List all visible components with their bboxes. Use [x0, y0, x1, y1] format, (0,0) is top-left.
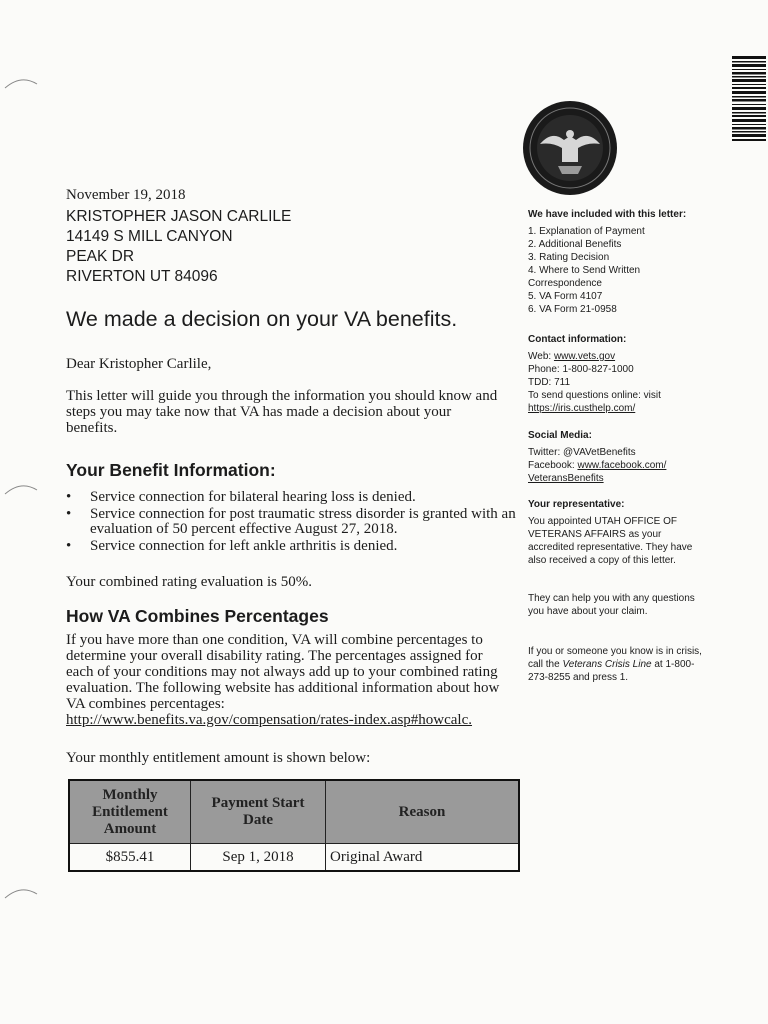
- list-item: • Service connection for left ankle arthritis is denied.: [66, 539, 526, 554]
- representative-heading: Your representative:: [528, 499, 625, 510]
- tdd-line: TDD: 711: [528, 377, 571, 388]
- table-cell: Sep 1, 2018: [191, 844, 326, 872]
- combine-paragraph: [66, 632, 506, 728]
- facebook-label: Facebook:: [528, 460, 578, 471]
- table-cell: $855.41: [69, 844, 191, 872]
- recipient-address: [66, 207, 291, 287]
- list-item: 2. Additional Benefits: [528, 239, 622, 250]
- phone-line: Phone: 1-800-827-1000: [528, 364, 634, 375]
- salutation: Dear Kristopher Carlile,: [66, 356, 212, 372]
- table-header: Reason: [326, 780, 520, 844]
- included-section: [528, 208, 708, 316]
- punch-mark: [4, 76, 38, 90]
- representative-section: [528, 498, 708, 567]
- social-heading: Social Media:: [528, 430, 592, 441]
- entitlement-table: [68, 779, 520, 872]
- crisis-pre: If you or someone you know is in crisis, call the: [528, 646, 702, 670]
- facebook-link[interactable]: www.facebook.com/ VeteransBenefits: [528, 460, 667, 484]
- list-item: • Service connection for post traumatic stress disorder is granted with an evaluation of 50 percent effective August 27, 2018.: [66, 507, 526, 537]
- crisis-post: at 1-800-273-8255 and press 1.: [528, 659, 695, 683]
- list-item: 4. Where to Send Written Correspondence: [528, 265, 641, 289]
- table-header-row: [69, 780, 519, 844]
- barcode-image: [732, 56, 766, 142]
- rates-link[interactable]: http://www.benefits.va.gov/compensation/rates-index.asp#howcalc.: [66, 712, 473, 728]
- web-link[interactable]: www.vets.gov: [553, 351, 616, 362]
- list-item: 3. Rating Decision: [528, 252, 610, 263]
- benefit-list: [66, 490, 526, 556]
- contact-section: [528, 333, 708, 415]
- table-header: Monthly Entitlement Amount: [69, 780, 191, 844]
- list-item: 5. VA Form 4107: [528, 291, 603, 302]
- representative-text: You appointed UTAH OFFICE OF VETERANS AFFAIRS as your accredited representative. They have also received a copy of this letter.: [528, 516, 693, 566]
- included-heading: We have included with this letter:: [528, 209, 687, 220]
- facebook-line: [528, 459, 708, 485]
- combined-rating: Your combined rating evaluation is 50%.: [66, 574, 312, 590]
- help-text: They can help you with any questions you have about your claim.: [528, 593, 695, 617]
- twitter-line: Twitter: @VAVetBenefits: [528, 447, 636, 458]
- table-row: [69, 844, 519, 872]
- table-cell: Original Award: [326, 844, 520, 872]
- benefit-heading: Your Benefit Information:: [66, 460, 276, 480]
- contact-heading: Contact information:: [528, 334, 627, 345]
- table-header: Payment Start Date: [191, 780, 326, 844]
- punch-mark: [4, 482, 38, 496]
- web-label: Web:: [528, 351, 554, 362]
- list-item: 1. Explanation of Payment: [528, 226, 645, 237]
- address-line: KRISTOPHER JASON CARLILE: [66, 208, 292, 225]
- combine-text: If you have more than one condition, VA will combine percentages to determine your overall disability rating. The percentages assigned for each of your conditions may not always add up to your combined rating evaluation. The following website has additional information about how VA combines percentages:: [66, 632, 500, 712]
- address-line: 14149 S MILL CANYON: [66, 228, 233, 245]
- web-line: [528, 350, 708, 363]
- punch-mark: [4, 886, 38, 900]
- crisis-text: [528, 645, 708, 684]
- intro-paragraph: This letter will guide you through the information you should know and steps you may take now that VA has made a decision about your benefits.: [66, 388, 498, 436]
- va-seal-icon: [522, 100, 618, 196]
- included-list: [528, 225, 708, 316]
- list-item: • Service connection for bilateral hearing loss is denied.: [66, 490, 526, 505]
- questions-text: To send questions online: visit: [528, 390, 661, 401]
- page-title: We made a decision on your VA benefits.: [66, 307, 458, 331]
- crisis-line-name: Veterans Crisis Line: [562, 659, 652, 670]
- list-item: 6. VA Form 21-0958: [528, 304, 617, 315]
- monthly-intro: Your monthly entitlement amount is shown below:: [66, 750, 371, 766]
- iris-link[interactable]: https://iris.custhelp.com/: [528, 403, 636, 414]
- letter-date: November 19, 2018: [66, 187, 186, 203]
- address-line: RIVERTON UT 84096: [66, 268, 218, 285]
- social-section: [528, 429, 708, 485]
- combine-heading: How VA Combines Percentages: [66, 606, 329, 626]
- address-line: PEAK DR: [66, 248, 135, 265]
